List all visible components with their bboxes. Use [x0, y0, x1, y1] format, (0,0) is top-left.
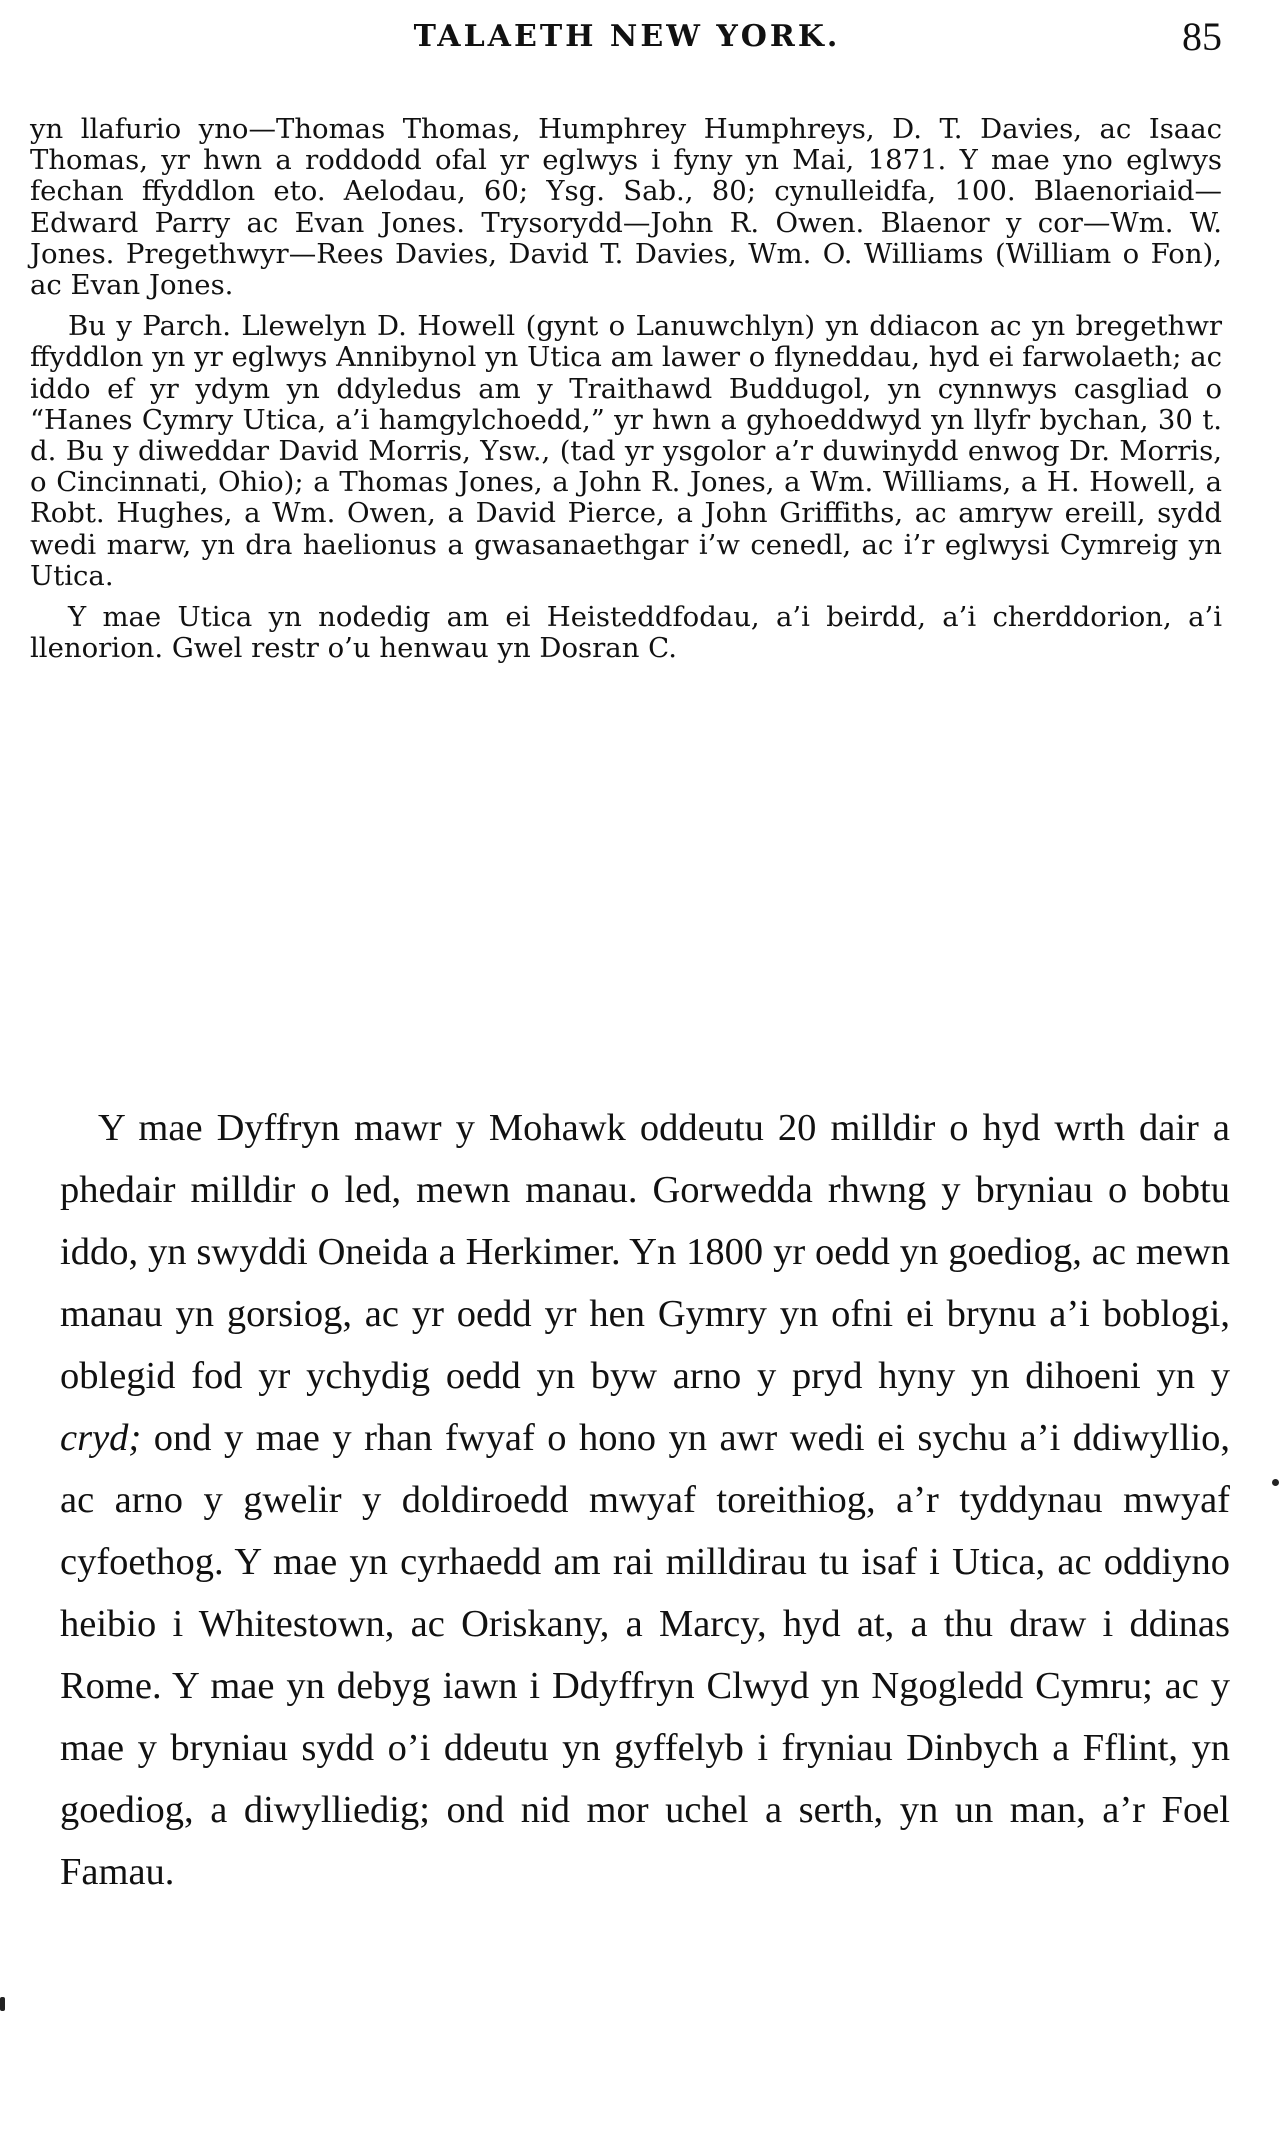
large-print-section	[60, 1097, 1230, 1903]
large-paragraph-text: Y mae Dyffryn mawr y Mohawk oddeutu 20 milldir o hyd wrth dair a phedair milldir o led, mewn manau. Gorwedda rhwng y bryniau o bobtu iddo, yn swyddi Oneida a Herkimer. Yn 1800 yr oedd yn goediog, ac mewn manau yn gorsiog, ac yr oedd yr hen Gymry yn ofni ei brynu a’i boblogi, oblegid fod yr ychydig oedd yn byw arno y pryd hyny yn dihoeni yn y	[60, 1107, 1230, 1397]
ink-dot-mark	[1272, 1479, 1279, 1486]
page-number: 85	[1182, 14, 1222, 59]
running-head	[32, 12, 1222, 62]
emphasis-word: cryd;	[60, 1417, 142, 1459]
ink-edge-mark	[0, 1997, 5, 2011]
small-paragraph-1: yn llafurio yno—Thomas Thomas, Humphrey Humphreys, D. T. Davies, ac Isaac Thomas, yr hwn a roddodd ofal yr eglwys i fyny yn Mai, 1871. Y mae yno eglwys fechan ffyddlon eto. Aelodau, 60; Ysg. Sab., 80; cynulleidfa, 100. Blaenoriaid—Edward Parry ac Evan Jones. Trysorydd—John R. Owen. Blaenor y cor—Wm. W. Jones. Pregethwyr—Rees Davies, David T. Davies, Wm. O. Williams (William o Fon), ac Evan Jones.	[30, 113, 1222, 302]
running-title: TALAETH NEW YORK.	[413, 19, 841, 54]
small-paragraph-2: Bu y Parch. Llewelyn D. Howell (gynt o Lanuwchlyn) yn ddiacon ac yn bregethwr ffyddlon yn yr eglwys Annibynol yn Utica am lawer o flyneddau, hyd ei farwolaeth; ac iddo ef yr ydym yn ddyledus am y Traithawd Buddugol, yn cynnwys casgliad o “Hanes Cymry Utica, a’i hamgylchoedd,” yr hwn a gyhoeddwyd yn llyfr bychan, 30 t. d. Bu y diweddar David Morris, Ysw., (tad yr ysgolor a’r duwinydd enwog Dr. Morris, o Cincinnati, Ohio); a Thomas Jones, a John R. Jones, a Wm. Williams, a H. Howell, a Robt. Hughes, a Wm. Owen, a David Pierce, a John Griffiths, ac amryw ereill, sydd wedi marw, yn dra haelionus a gwasanaethgar i’w cenedl, ac i’r eglwysi Cymreig yn Utica.	[30, 310, 1222, 592]
small-paragraph-3: Y mae Utica yn nodedig am ei Heisteddfodau, a’i beirdd, a’i cherddorion, a’i llenorion. Gwel restr o’u henwau yn Dosran C.	[30, 601, 1222, 665]
large-paragraph	[60, 1097, 1230, 1903]
large-paragraph-end: ond y mae y rhan fwyaf o hono yn awr wedi ei sychu a’i ddiwyllio, ac arno y gwelir y doldiroedd mwyaf toreithiog, a’r tyddynau mwyaf cyfoethog. Y mae yn cyrhaedd am rai milldirau tu isaf i Utica, ac oddiyno heibio i Whitestown, ac Oriskany, a Marcy, hyd at, a thu draw i ddinas Rome. Y mae yn debyg iawn i Ddyffryn Clwyd yn Ngogledd Cymru; ac y mae y bryniau sydd o’i ddeutu yn gyffelyb i fryniau Dinbych a Fflint, yn goediog, a diwylliedig; ond nid mor uchel a serth, yn un man, a’r Foel Famau.	[60, 1417, 1230, 1893]
small-print-section	[30, 114, 1222, 674]
